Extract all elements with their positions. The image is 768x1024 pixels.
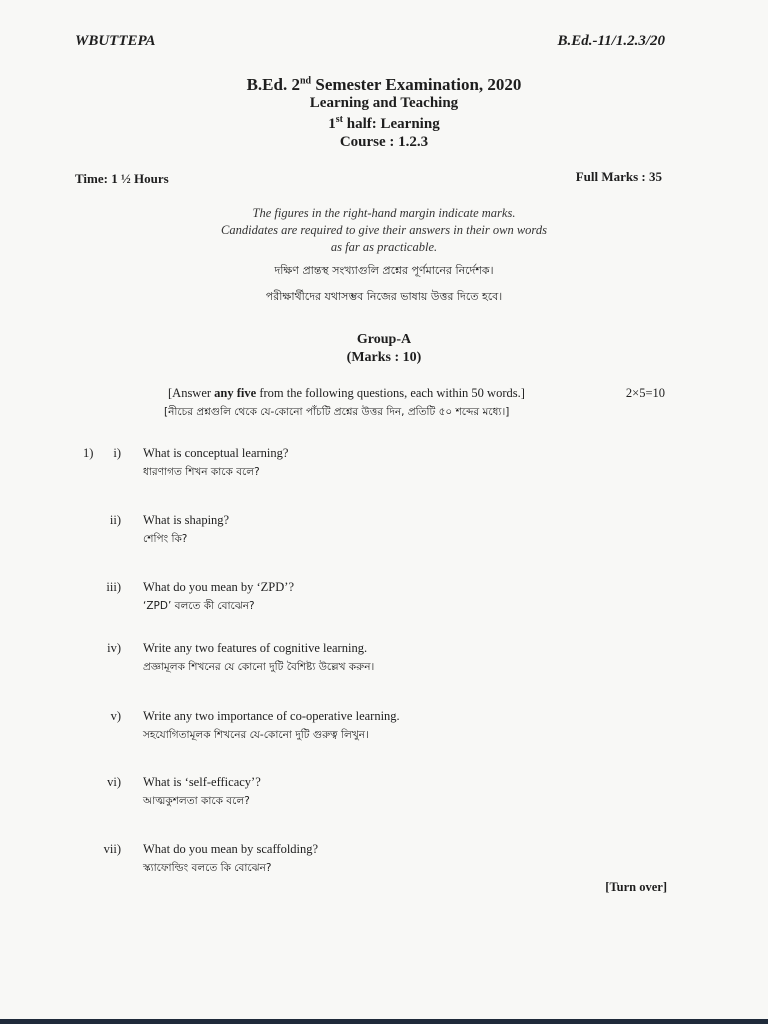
question-text-bn: স্ক্যাফোল্ডিং বলতে কি বোঝেন? <box>143 862 272 874</box>
half-sup: st <box>335 114 344 125</box>
question-number: vi) <box>107 775 121 789</box>
time-allowed: Time: 1 ½ Hours <box>75 171 169 186</box>
question-main-number: 1) <box>83 446 94 460</box>
exam-title-prefix: B.Ed. 2 <box>246 75 300 94</box>
instruction-en-3: as far as practicable. <box>330 240 438 254</box>
question-text-bn: সহযোগিতামূলক শিখনের যে-কোনো দুটি গুরুত্ব লিখুন। <box>143 729 369 741</box>
exam-title-sup: nd <box>299 75 312 87</box>
answer-instruction-bold: any five <box>214 386 257 400</box>
question-number: i) <box>113 446 121 460</box>
question-text-en: What do you mean by ‘ZPD’? <box>143 580 295 594</box>
question-text-en: Write any two features of cognitive learning. <box>143 641 368 655</box>
subject-title: Learning and Teaching <box>309 95 459 111</box>
question-text-bn: ‘ZPD’ বলতে কী বোঝেন? <box>143 600 255 612</box>
exam-title-suffix: Semester Examination, 2020 <box>311 75 522 94</box>
answer-instruction-en <box>168 386 525 401</box>
scan-edge-bar <box>0 1019 768 1024</box>
turn-over-note: [Turn over] <box>605 880 667 894</box>
answer-instruction-suffix: from the following questions, each within 50 words.] <box>256 386 525 400</box>
instruction-bn-1: দক্ষিণ প্রান্তস্থ সংখ্যাগুলি প্রশ্নের পূর্ণমানের নির্দেশক। <box>274 264 494 277</box>
exam-title <box>0 75 768 95</box>
question-text-en: What do you mean by scaffolding? <box>143 842 319 856</box>
instruction-en-2: Candidates are required to give their answers in their own words <box>221 223 547 237</box>
group-name: Group-A <box>356 332 412 347</box>
full-marks: Full Marks : 35 <box>575 169 662 184</box>
question-number: v) <box>110 709 121 723</box>
marks-distribution: 2×5=10 <box>625 386 665 400</box>
exam-board-code: WBUTTEPA <box>75 33 156 49</box>
half-num: 1 <box>328 116 336 132</box>
question-text-en: Write any two importance of co-operative learning. <box>143 709 400 723</box>
question-text-en: What is conceptual learning? <box>143 446 289 460</box>
question-text-bn: শেপিং কি? <box>143 533 188 545</box>
question-text-bn: ধারণাগত শিখন কাকে বলে? <box>143 466 260 478</box>
instruction-en-1: The figures in the right-hand margin indicate marks. <box>252 206 516 220</box>
answer-instruction-bn: [নীচের প্রশ্নগুলি থেকে যে-কোনো পাঁচটি প্রশ্নের উত্তর দিন, প্রতিটি ৫০ শব্দের মধ্যে।] <box>164 406 510 418</box>
question-number: iv) <box>107 641 121 655</box>
question-number: vii) <box>103 842 121 856</box>
answer-instruction-prefix: [Answer <box>168 386 215 400</box>
half-title <box>0 114 768 133</box>
question-text-en: What is shaping? <box>143 513 230 527</box>
question-text-bn: আত্মকুশলতা কাকে বলে? <box>143 795 250 807</box>
question-text-en: What is ‘self-efficacy’? <box>143 775 261 789</box>
question-number: iii) <box>106 580 121 594</box>
question-number: ii) <box>109 513 121 527</box>
half-rest: half: Learning <box>343 116 440 132</box>
question-text-bn: প্রজ্ঞামূলক শিখনের যে কোনো দুটি বৈশিষ্ট্য উল্লেখ করুন। <box>143 661 375 673</box>
paper-code: B.Ed.-11/1.2.3/20 <box>557 33 665 49</box>
instruction-bn-2: পরীক্ষার্থীদের যথাসম্ভব নিজের ভাষায় উত্তর দিতে হবে। <box>265 290 503 303</box>
course-code: Course : 1.2.3 <box>339 134 429 150</box>
group-marks: (Marks : 10) <box>346 350 422 365</box>
